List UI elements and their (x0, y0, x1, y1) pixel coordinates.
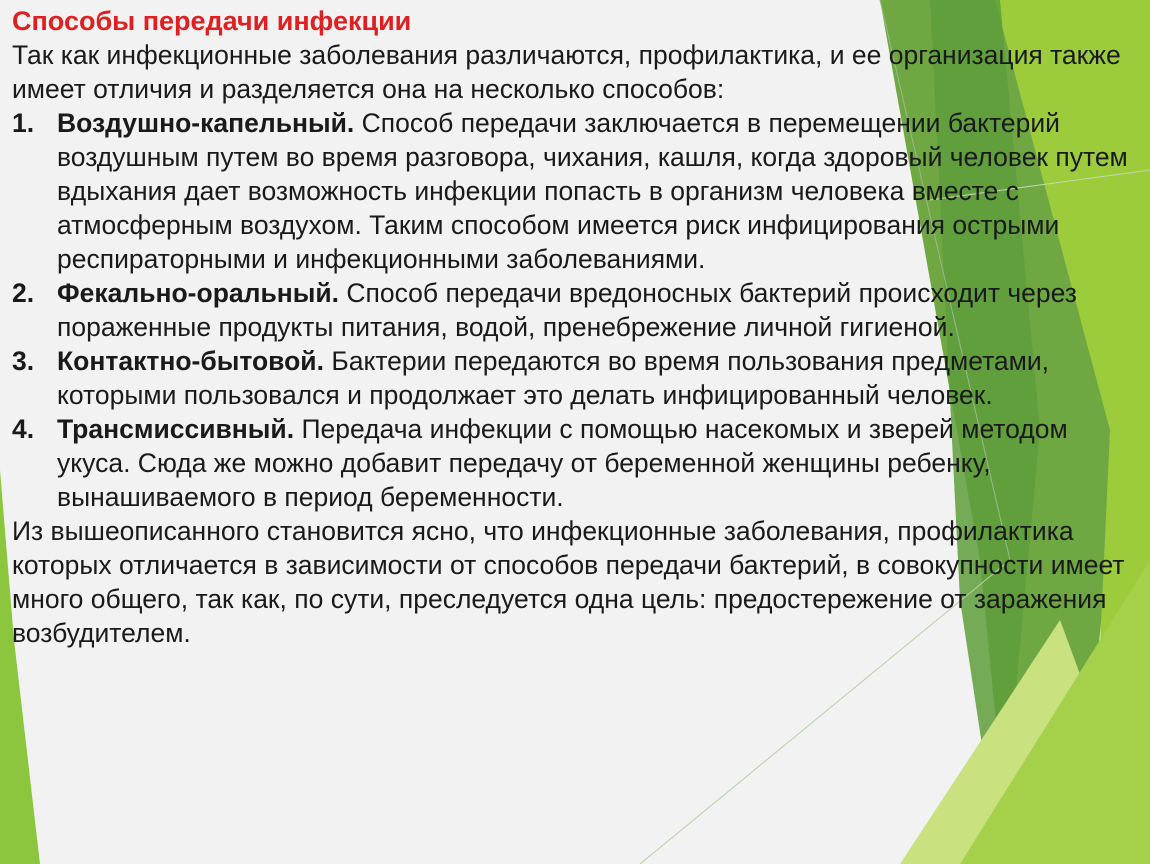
item-number: 2. (12, 278, 35, 308)
item-text: Передача инфекции с помощью насекомых и зверей методом укуса. Сюда же можно добавит передачу от беременной женщины ребенку, вынашиваемого в период беременности. (57, 414, 1068, 512)
item-heading: Фекально-оральный. (57, 278, 340, 308)
slide-content (12, 4, 1142, 650)
item-number: 4. (12, 414, 35, 444)
list-item (12, 344, 1142, 412)
list-item (12, 412, 1142, 514)
item-heading: Контактно-бытовой. (57, 346, 324, 376)
list-item (12, 106, 1142, 276)
item-number: 1. (12, 108, 35, 138)
slide-title: Способы передачи инфекции (12, 6, 412, 36)
conclusion-paragraph: Из вышеописанного становится ясно, что инфекционные заболевания, профилактика которых отличается в зависимости от способов передачи бактерий, в совокупности имеет много общего, так как, по сути, преследуется одна цель: предостережение от заражения возбудителем. (12, 516, 1125, 648)
list-item (12, 276, 1142, 344)
item-heading: Трансмиссивный. (57, 414, 295, 444)
item-text: Способ передачи заключается в перемещении бактерий воздушным путем во время разговора, чихания, кашля, когда здоровый человек путем вдыхания дает возможность инфекции попасть в организм человека вместе с атмосферным воздухом. Таким способом имеется риск инфицирования острыми респираторными и инфекционными заболеваниями. (57, 108, 1128, 274)
item-text: Способ передачи вредоносных бактерий происходит через пораженные продукты питания, водой, пренебрежение личной гигиеной. (57, 278, 1077, 342)
transmission-methods-list (12, 106, 1142, 514)
item-number: 3. (12, 346, 35, 376)
item-text: Бактерии передаются во время пользования предметами, которыми пользовался и продолжает это делать инфицированный человек. (57, 346, 1050, 410)
intro-paragraph: Так как инфекционные заболевания различаются, профилактика, и ее организация также имеет отличия и разделяется она на несколько способов: (12, 40, 1121, 104)
item-heading: Воздушно-капельный. (57, 108, 355, 138)
